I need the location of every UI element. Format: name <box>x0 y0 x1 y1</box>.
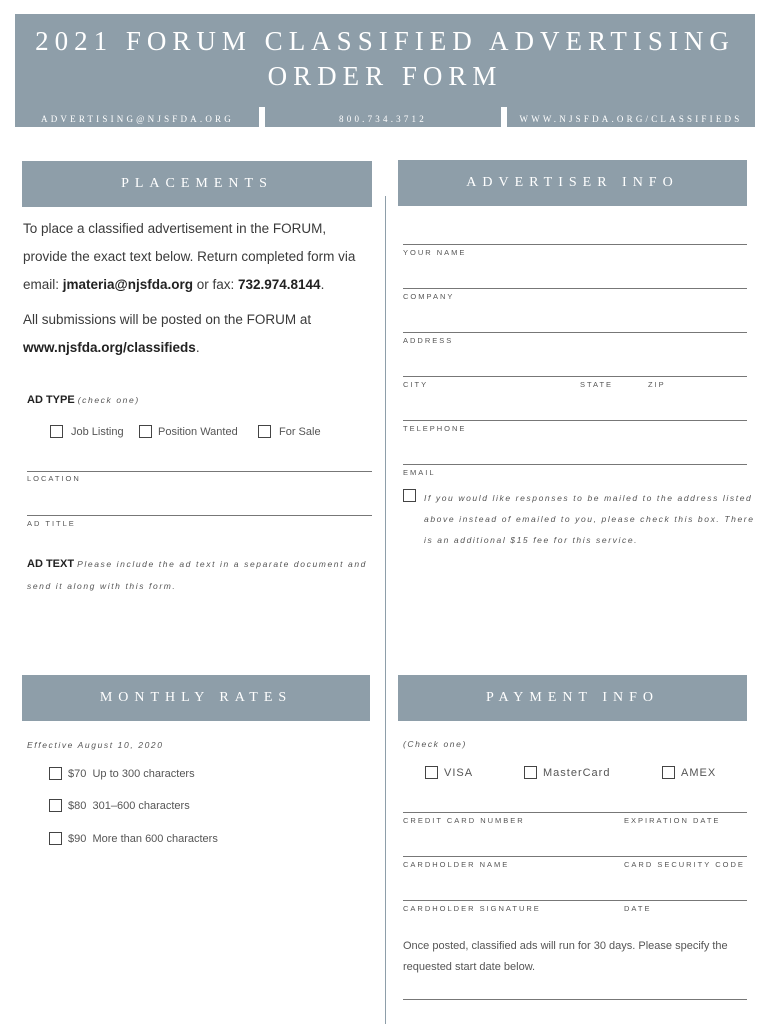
column-divider <box>385 196 386 1024</box>
your-name-field[interactable] <box>403 244 747 245</box>
payment-check-note: (Check one) <box>403 739 467 749</box>
ad-title-label: AD TITLE <box>27 519 76 528</box>
card-number-field[interactable] <box>403 812 747 813</box>
signature-label: CARDHOLDER SIGNATURE <box>403 904 541 913</box>
company-label: COMPANY <box>403 292 455 301</box>
zip-label: ZIP <box>648 380 666 389</box>
mastercard-label: MasterCard <box>543 767 611 779</box>
email-field[interactable] <box>403 464 747 465</box>
ad-type-label-row <box>27 394 140 406</box>
cardholder-name-label: CARDHOLDER NAME <box>403 860 510 869</box>
rate-90-price: $90 <box>68 833 87 845</box>
amex-checkbox[interactable] <box>662 766 675 779</box>
advertiser-info-heading: ADVERTISER INFO <box>398 160 747 206</box>
intro-line-2: provide the exact text below. Return completed form via <box>23 249 356 264</box>
card-number-label: CREDIT CARD NUMBER <box>403 816 525 825</box>
placements-heading: PLACEMENTS <box>22 161 372 207</box>
ad-title-field[interactable] <box>27 515 372 516</box>
contact-website: WWW.NJSFDA.ORG/CLASSIFIEDS <box>519 114 743 124</box>
posted-line-1: All submissions will be posted on the FORUM at <box>23 312 312 327</box>
your-name-label: YOUR NAME <box>403 248 467 257</box>
contact-email: ADVERTISING@NJSFDA.ORG <box>41 114 234 124</box>
rate-80-price: $80 <box>68 800 87 812</box>
monthly-rates-heading: MONTHLY RATES <box>22 675 370 721</box>
city-label: CITY <box>403 380 429 389</box>
job-listing-checkbox[interactable] <box>50 425 63 438</box>
telephone-label: TELEPHONE <box>403 424 467 433</box>
intro-fax-prefix: or fax: <box>192 277 238 292</box>
amex-label: AMEX <box>681 767 717 779</box>
rate-80-checkbox[interactable] <box>49 799 62 812</box>
mastercard-checkbox[interactable] <box>524 766 537 779</box>
mail-note-line-3: is an additional $15 fee for this service. <box>424 535 639 545</box>
mail-responses-checkbox[interactable] <box>403 489 416 502</box>
rate-70-desc: Up to 300 characters <box>92 768 195 780</box>
company-field[interactable] <box>403 288 747 289</box>
closing-line-1: Once posted, classified ads will run for 30 days. Please specify the <box>403 940 728 952</box>
telephone-field[interactable] <box>403 420 747 421</box>
visa-label: VISA <box>444 767 474 779</box>
rate-90-checkbox[interactable] <box>49 832 62 845</box>
for-sale-checkbox[interactable] <box>258 425 271 438</box>
mail-note-line-2: above instead of emailed to you, please check this box. There <box>424 514 755 524</box>
rates-effective-date: Effective August 10, 2020 <box>27 740 164 750</box>
intro-email-prefix: email: <box>23 277 63 292</box>
payment-closing <box>403 936 728 978</box>
intro-line-3 <box>23 271 378 299</box>
header-banner <box>15 14 755 127</box>
address-field[interactable] <box>403 332 747 333</box>
position-wanted-checkbox[interactable] <box>139 425 152 438</box>
rate-80-desc: 301–600 characters <box>92 800 190 812</box>
expiration-label: EXPIRATION DATE <box>624 816 721 825</box>
rate-90-label <box>68 833 218 845</box>
payment-info-heading: PAYMENT INFO <box>398 675 747 721</box>
placements-intro <box>23 215 378 299</box>
posted-line-2 <box>23 334 378 362</box>
posted-end: . <box>195 340 200 355</box>
classifieds-url: www.njsfda.org/classifieds <box>23 340 196 355</box>
for-sale-label: For Sale <box>279 426 321 438</box>
rate-70-price: $70 <box>68 768 87 780</box>
city-state-zip-field[interactable] <box>403 376 747 377</box>
position-wanted-label: Position Wanted <box>158 426 238 438</box>
email-label: EMAIL <box>403 468 436 477</box>
ad-text-note-2: send it along with this form. <box>27 581 177 591</box>
closing-line-2: requested start date below. <box>403 961 536 973</box>
date-label: DATE <box>624 904 652 913</box>
form-title-line-1: 2021 FORUM CLASSIFIED ADVERTISING <box>35 26 735 56</box>
location-label: LOCATION <box>27 474 81 483</box>
submission-fax: 732.974.8144 <box>237 277 321 292</box>
ad-text-instructions <box>27 558 377 570</box>
intro-end: . <box>320 277 325 292</box>
intro-line-1: To place a classified advertisement in the FORUM, <box>23 221 327 236</box>
job-listing-label: Job Listing <box>71 426 124 438</box>
contact-phone: 800.734.3712 <box>339 114 427 124</box>
address-label: ADDRESS <box>403 336 454 345</box>
form-title-line-2: ORDER FORM <box>267 61 503 91</box>
visa-checkbox[interactable] <box>425 766 438 779</box>
cardholder-name-field[interactable] <box>403 856 747 857</box>
submission-email: jmateria@njsfda.org <box>62 277 193 292</box>
placements-posted <box>23 306 378 362</box>
rate-80-label <box>68 800 190 812</box>
state-label: STATE <box>580 380 614 389</box>
location-field[interactable] <box>27 471 372 472</box>
ad-text-label: AD TEXT <box>27 558 75 570</box>
start-date-field[interactable] <box>403 999 747 1000</box>
security-code-label: CARD SECURITY CODE <box>624 860 745 869</box>
rate-70-checkbox[interactable] <box>49 767 62 780</box>
ad-text-note-1: Please include the ad text in a separate document and <box>77 559 368 569</box>
mail-note-line-1: If you would like responses to be mailed to the address listed <box>424 493 753 503</box>
signature-field[interactable] <box>403 900 747 901</box>
rate-70-label <box>68 768 195 780</box>
rate-90-desc: More than 600 characters <box>92 833 218 845</box>
ad-type-note: (check one) <box>77 395 140 405</box>
ad-type-label: AD TYPE <box>27 394 75 406</box>
